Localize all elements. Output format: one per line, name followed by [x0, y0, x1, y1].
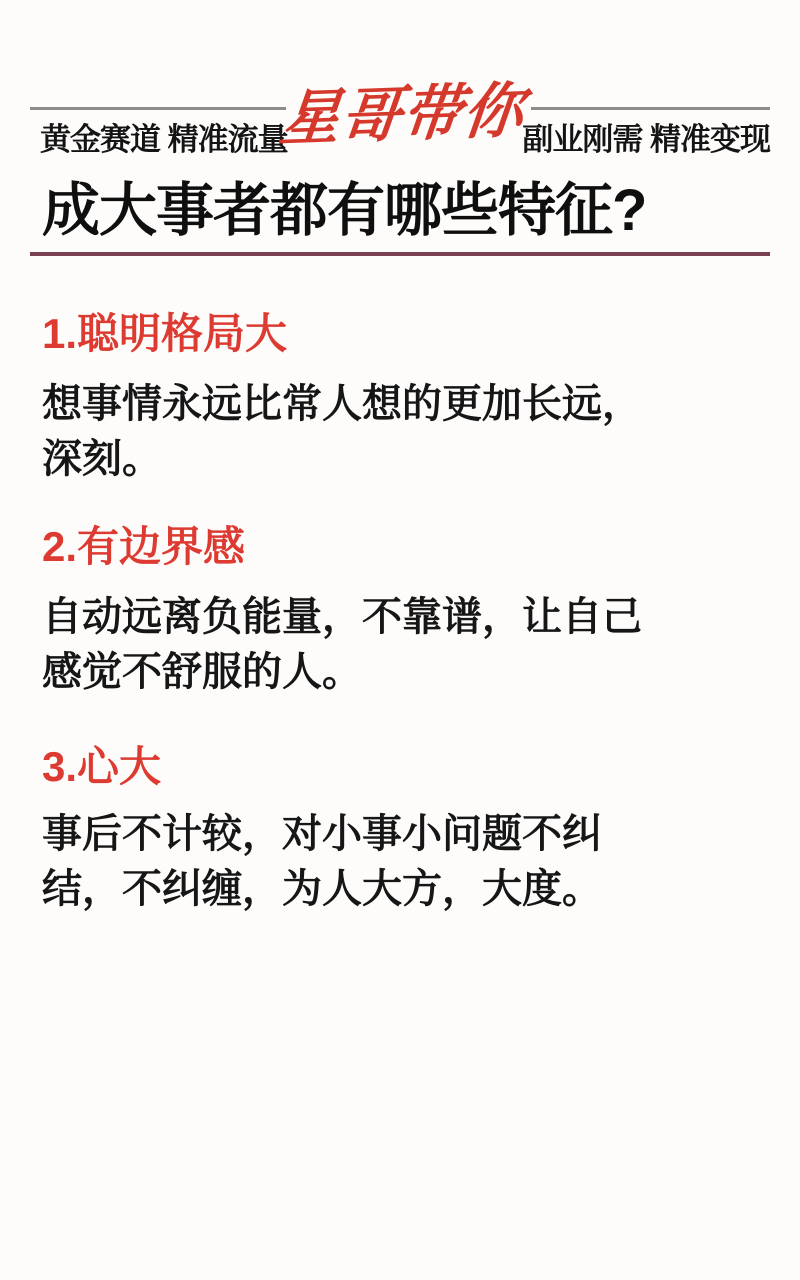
header-tagline-left: 黄金赛道 精准流量 [40, 122, 288, 157]
section-3-line-1: 事后不计较，对小事小问题不纠 [42, 812, 602, 856]
header-rule-left [30, 107, 286, 110]
title-underline [30, 252, 770, 256]
header-tagline-right: 副业刚需 精准变现 [522, 122, 770, 157]
header-rule-right [531, 107, 770, 110]
section-1-line-2: 深刻。 [42, 437, 162, 481]
section-3-line-2: 结，不纠缠，为人大方，大度。 [42, 867, 602, 911]
page-title: 成大事者都有哪些特征? [42, 178, 647, 243]
section-3-heading: 3.心大 [42, 743, 162, 790]
brand-calligraphy: 星哥带你 [276, 75, 528, 155]
section-1-line-1: 想事情永远比常人想的更加长远， [42, 382, 642, 426]
section-2-heading: 2.有边界感 [42, 523, 246, 570]
section-1-heading: 1.聪明格局大 [42, 310, 288, 357]
section-2-line-2: 感觉不舒服的人。 [42, 650, 362, 694]
section-2-line-1: 自动远离负能量，不靠谱，让自己 [42, 595, 642, 639]
